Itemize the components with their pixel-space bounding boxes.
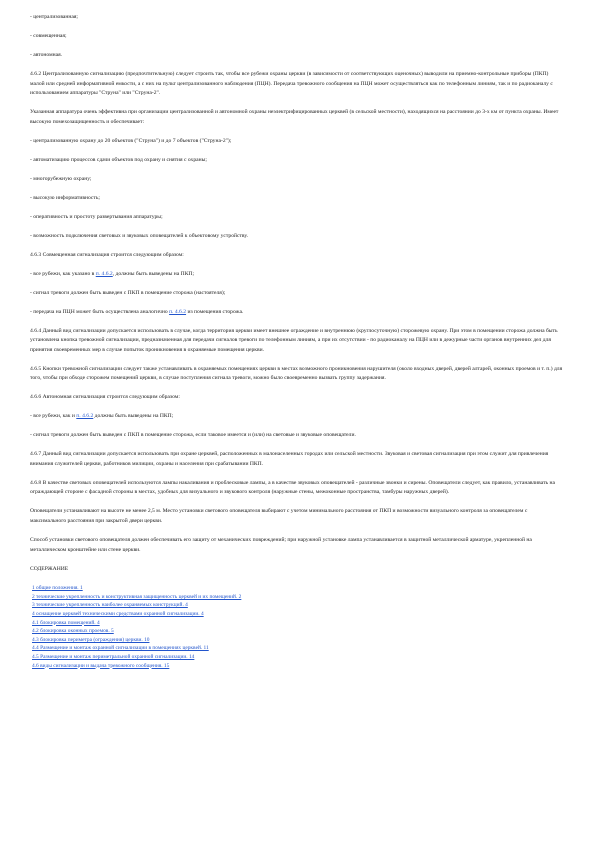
paragraph — [30, 289, 563, 299]
paragraph-text: 4.6.2 Централизованную сигнализацию (предпочтительную) следует строить так, чтобы все рубежи охраны церкви (в зависимости от соответствующих оценочных) выводили на приемно-контрольные приборы (ПКП) малой или средней информативной емкости, а с них на пульт централизованного наблюдения (ПЦН). Передача тревожного сообщения на ПЦН может осуществляться как по телефонным линиям, так и по радиоканалу с использованием аппаратуры "Струна" или "Струна-2". — [30, 70, 553, 97]
paragraph-text-after: из помещения сторожа. — [186, 308, 244, 315]
paragraph — [30, 536, 563, 555]
paragraph — [30, 507, 563, 526]
toc-link[interactable]: 4.1 блокировка помещений. 4 — [32, 619, 100, 626]
paragraph-text-after: должны быть выведены на ПКП; — [93, 413, 174, 420]
paragraph-text: - централизованная; — [30, 14, 78, 20]
paragraph — [30, 13, 563, 23]
paragraph-text: 4.6.3 Совмещенная сигнализация строится следующим образом: — [30, 251, 184, 258]
toc-link[interactable]: 2 технические укрепленность и конструктивная защищенность церквей и их помещений. 2 — [32, 593, 242, 600]
paragraph-text: Оповещатели устанавливают на высоте не менее 2,5 м. Место установки светового оповещателя выбирают с учетом минимального расстояния от ПКП и возможности визуального контроля за оповещателем с максимального расстояния при закрытой двери церкви. — [30, 508, 528, 524]
paragraph — [30, 213, 563, 223]
paragraph-text: 4.6.7 Данный вид сигнализации допускается использовать при охране церквей, расположенных в малонаселенных городах или сельской местности. Звуковая и световая сигнализация при этом служит для привлечения внимания служителей церкви, работников милиции, охраны и населения при срабатывании ПКП. — [30, 451, 549, 467]
paragraph-text: Указанная аппаратура очень эффективна при организации централизованной и автономной охраны неэлектрифицированных церквей (в сельской местности), находящихся на расстоянии до 3-х км от пункта охраны. Имеет высокую помехозащищенность и обеспечивает: — [30, 109, 559, 125]
paragraph-text: - передача на ПЦН может быть осуществлена аналогично — [30, 308, 170, 315]
paragraph-text: - возможность подключения световых и звуковых оповещателей к объектовому устройству. — [30, 232, 249, 239]
paragraph-text: - оперативность и простоту развертывания аппаратуры; — [30, 213, 163, 220]
toc-heading: СОДЕРЖАНИЕ — [30, 565, 69, 572]
paragraph — [30, 327, 563, 356]
paragraph — [30, 412, 563, 422]
section-reference-link[interactable]: п. 4.6.2 — [95, 270, 113, 277]
toc-link[interactable]: 4.6 виды сигнализации и выдача тревожного сообщения. 15 — [32, 662, 170, 669]
paragraph-text: - автоматизацию процессов сдачи объектов под охрану и снятия с охраны; — [30, 156, 207, 163]
paragraph — [30, 70, 563, 99]
paragraph — [30, 156, 563, 166]
paragraph-text: - высокую информативность; — [30, 194, 100, 201]
paragraph — [30, 32, 563, 42]
paragraph-text: - сигнал тревоги должен быть выведен с ПКП в помещение сторожа (настоятеля); — [30, 289, 226, 296]
toc-link[interactable]: 4.5 Размещение и монтаж периметральной охранной сигнализации. 14 — [32, 653, 195, 660]
toc-link[interactable]: 4.2 блокировка оконных проемов. 5 — [32, 628, 114, 635]
paragraph — [30, 393, 563, 403]
toc-link[interactable]: 4 оснащение церквей техническими средствами охранной сигнализации. 4 — [32, 610, 204, 617]
paragraph-text: 4.6.5 Кнопки тревожной сигнализации следует также устанавливать в охраняемых помещениях церкви в местах возможного проникновения нарушителя (около входных дверей, дверей алтарей, оконных проемов и т. п.) для того, чтобы при обходе сторожем помещений церкви, в случае поступления сигнала тревоги, можно было своевременно вызвать группу задержания. — [30, 365, 563, 382]
paragraph — [30, 450, 563, 469]
paragraph-text: - все рубежи, как указано в — [30, 270, 96, 277]
paragraph-text: - автономная. — [30, 51, 63, 58]
paragraph-text: - совмещенная; — [30, 32, 67, 39]
paragraph — [30, 365, 563, 384]
toc-link[interactable]: 3 технические укрепленность наиболее охраняемых конструкций. 4 — [32, 602, 188, 609]
section-reference-link[interactable]: п. 4.6.2 — [169, 308, 187, 315]
toc-link[interactable]: 4.4 Размещение и монтаж охранной сигнализации в помещениях церквей. 11 — [32, 645, 209, 652]
paragraph-text: 4.6.6 Автономная сигнализация строится следующим образом: — [30, 394, 180, 401]
toc-link[interactable]: 1 общие положения. 1 — [32, 585, 83, 592]
paragraph-text: Способ установки светового оповещателя должен обеспечивать его защиту от механических повреждений; при наружной установке лампа устанавливается в защитной металлической арматуре, укрепленной на металлическом кронштейне или стене церкви. — [30, 536, 532, 553]
paragraph — [30, 308, 563, 318]
paragraph — [30, 251, 563, 261]
paragraph — [30, 108, 563, 127]
paragraph-text: - централизованную охрану до 20 объектов ("Струна") и до 7 объектов ("Струна-2"); — [30, 137, 232, 144]
paragraph — [30, 431, 563, 441]
paragraph — [30, 194, 563, 204]
table-of-contents — [32, 584, 563, 670]
document-body — [30, 13, 563, 555]
paragraph — [30, 270, 563, 280]
paragraph — [30, 479, 563, 498]
section-reference-link[interactable]: п. 4.6.2 — [76, 413, 94, 420]
paragraph — [30, 51, 563, 61]
paragraph — [30, 137, 563, 147]
toc-link[interactable]: 4.3 блокировка периметра (ограждения) церкви. 10 — [32, 636, 150, 643]
paragraph — [30, 232, 563, 242]
paragraph-text: 4.6.4 Данный вид сигнализации допускается использовать в случае, когда территория церкви имеет внешнее ограждение и внутреннюю (круглосуточную) сторожевую охрану. При этом в помещении сторожа должна быть установлена кнопка тревожной сигнализации, предназначенная для передачи сигналов тревоги по телефонным линиям, а при их отсутствии - по радиоканалу на ПЦН или в дежурные части органов внутренних дел для принятия своевременных мер в случае попыток проникновения в охраняемые помещения церкви. — [30, 327, 558, 353]
paragraph-text: - все рубежи, как и — [30, 413, 77, 420]
paragraph-text-after: , должны быть выведены на ПКП; — [112, 270, 195, 277]
paragraph — [30, 175, 563, 185]
paragraph-text: - сигнал тревоги должен быть выведен с ПКП в помещение сторожа, если таковое имеется и (или) на световые и звуковые оповещатели. — [30, 432, 356, 439]
paragraph-text: - многорубежную охрану; — [30, 175, 92, 182]
paragraph-text: 4.6.8 В качестве световых оповещателей используются лампы накаливания и проблесковые лампы, а в качестве звуковых оповещателей - различные звонки и сирены. Оповещатели следует, как правило, устанавливать на ограждающей стороне с фасадной стороны в местах, удобных для визуального и звукового контроля (наружные стены, межоконные пространства, тамбуры наружных дверей). — [30, 479, 555, 496]
